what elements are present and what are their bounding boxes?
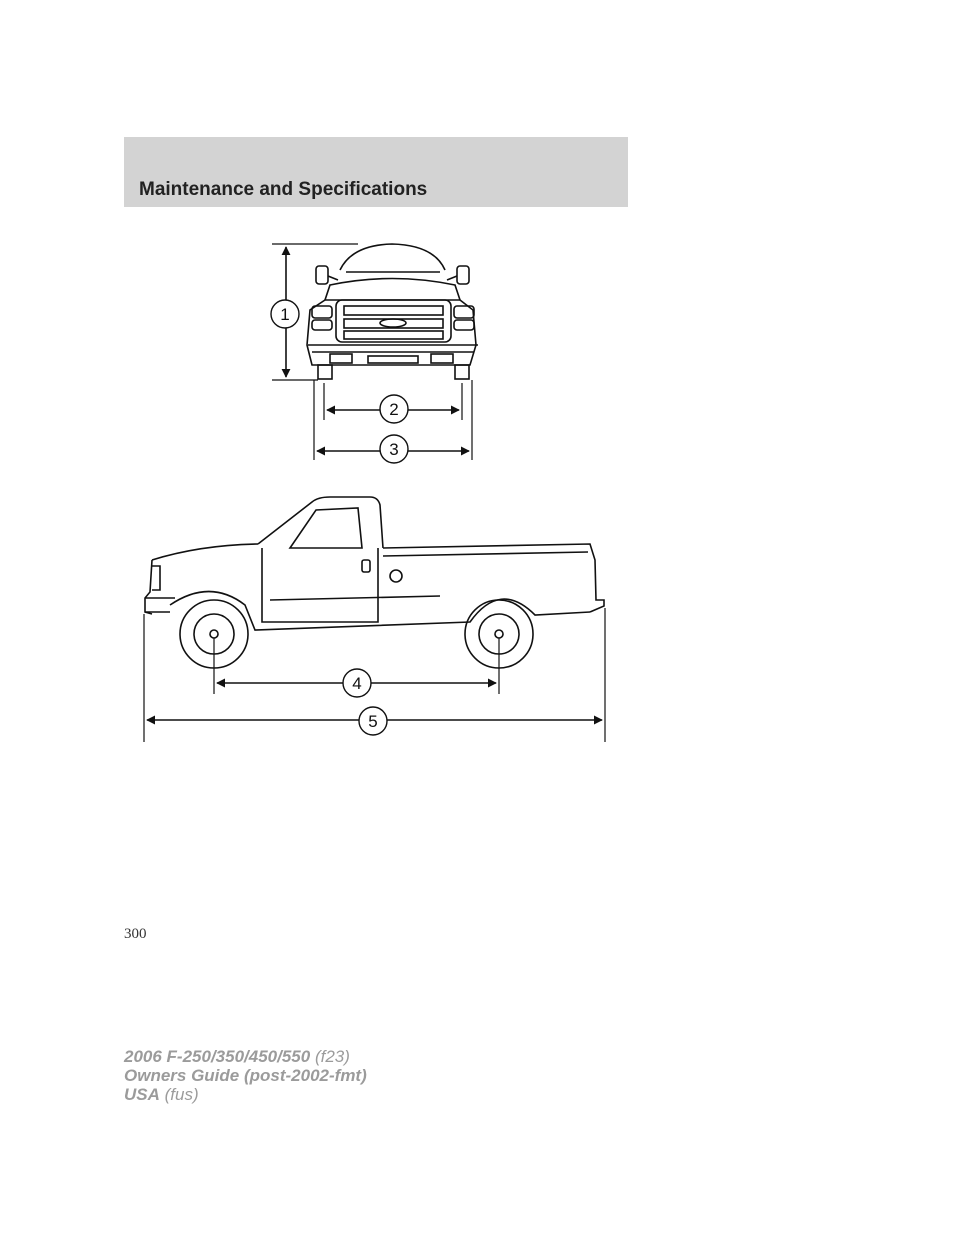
footer-market: USA xyxy=(124,1085,160,1104)
footer-market-code: (fus) xyxy=(164,1085,199,1104)
footer-line-2 xyxy=(124,1066,367,1085)
callout-4-label: 4 xyxy=(352,674,362,693)
callout-5-label: 5 xyxy=(368,712,378,731)
callout-1-label: 1 xyxy=(280,305,290,324)
truck-front-view xyxy=(307,244,478,379)
callout-5 xyxy=(359,707,387,735)
footer-guide: Owners Guide (post-2002-fmt) xyxy=(124,1066,367,1085)
section-title: Maintenance and Specifications xyxy=(139,179,428,200)
footer-model: 2006 F-250/350/450/550 xyxy=(124,1047,311,1066)
callout-1 xyxy=(271,300,299,328)
callout-2-label: 2 xyxy=(389,400,399,419)
page-number: 300 xyxy=(124,926,147,942)
footer-line-1 xyxy=(124,1047,367,1066)
document-footer xyxy=(124,1047,367,1104)
footer-line-3 xyxy=(124,1085,367,1104)
callout-2 xyxy=(380,395,408,423)
footer-model-code: (f23) xyxy=(314,1047,350,1066)
callout-3-label: 3 xyxy=(389,440,399,459)
callout-4 xyxy=(343,669,371,697)
callout-3 xyxy=(380,435,408,463)
